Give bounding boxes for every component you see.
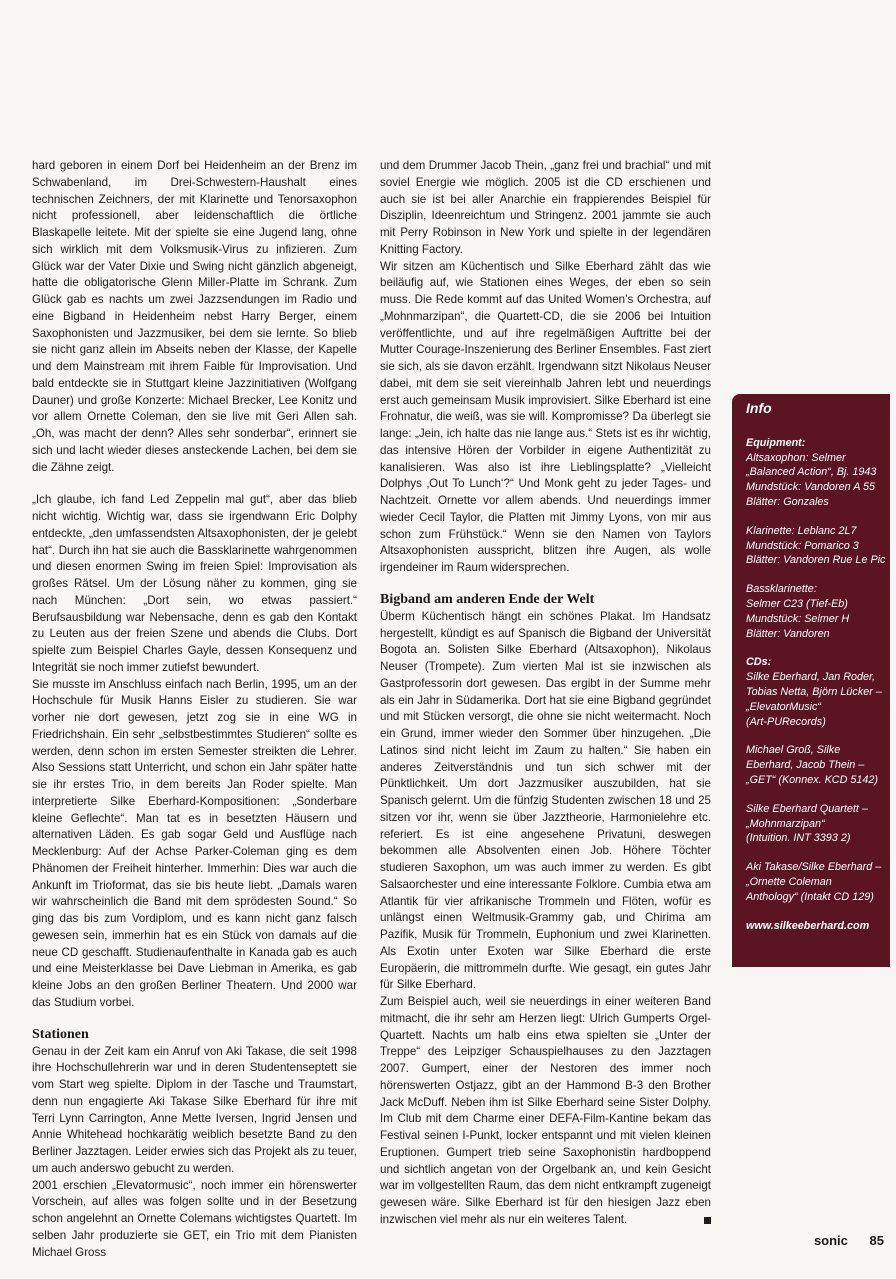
- paragraph: 2001 erschien „Elevatormusic“, noch immer ein hörenswerter Vorschein, auf alles was folgen sollte und in der Besetzung schon angelehnt an Ornette Colemans wichtigstes Quartett. Im selben Jahr produzierte sie GET, ein Trio mit dem Pianisten Michael Gross: [32, 1178, 357, 1259]
- paragraph: und dem Drummer Jacob Thein, „ganz frei und brachial“ und mit soviel Energie wie möglich. 2005 ist die CD erschienen und auch sie ist bei aller Anarchie ein frappierendes Beispiel für Disziplin, Ideenreichtum und Stringenz. 2001 jammte sie auch mit Perry Robinson in New York und spielte in der legendären Knitting Factory.: [380, 159, 711, 256]
- paragraph: Genau in der Zeit kam ein Anruf von Aki Takase, die seit 1998 ihre Hochschullehrerin war und in deren Studentenseptett sie vom Start weg spielte. Diplom in der Tasche und Traumstart, denn nun engagierte Aki Takase Silke Eberhard für ihre mit Terri Lynn Carrington, Anne Mette Iversen, Ingrid Jensen und Annie Whitehead hochkarätig weiblich besetzte Band zu den Berliner Jazztagen. Leider erwies sich das Projekt als zu teuer, um auch anderswo gebucht zu werden.: [32, 1044, 357, 1175]
- paragraph-text: Zum Beispiel auch, weil sie neuerdings in einer weiteren Band mitmacht, die ihr sehr am Herzen liegt: Ulrich Gumperts Orgel-Quartett. Nachts um halb eins etwa spielten sie „Unter der Treppe“ des Leipziger Schauspielhauses zu den Jazztagen 2007. Gumpert, einer der Nestoren des immer noch hörenswerten Ostjazz, gibt an der Hammond B-3 den Brother Jack McDuff. Neben ihm ist Silke Eberhard seine Sister Dolphy. Im Club mit dem Charme einer DEFA-Film-Kantine bekam das Festival seinen I-Punkt, locker entspannt und mit vielen kleinen Eruptionen. Gumpert trieb seine Saxophonistin hardboppend und sichtlich angetan von der Orgelbank an, und kein Gesicht war im vollgestellten Raum, das dem nicht entkrampft zugeneigt gewesen wäre. Silke Eberhard ist für den hiesigen Jazz eben inzwischen viel mehr als nur ein weiteres Talent.: [380, 995, 711, 1226]
- paragraph: Sie musste im Anschluss einfach nach Berlin, 1995, um an der Hochschule für Musik Hanns Eisler zu studieren. Sie war vorher nie dort gewesen, jetzt zog sie in eine WG in Friedrichshain. Ein sehr „selbstbestimmtes Studieren“ sollte es werden, denn schon im ersten Semester streikten die Lehrer. Also Sessions statt Unterricht, und schon ein Jahr später hatte sie ihr erstes Trio, in dem bereits Jan Roder spielte. Man interpretierte Silke Eberhard-Kompositionen: „Sonderbare kleine Geflechte“. Man tat es in besetzten Häusern und alternativen Läden. Es gab sogar Geld und Ausflüge nach Mecklenburg: Auf der Achse Parker-Coleman ging es dem Phänomen der Freiheit hinterher. Immerhin: Dies war auch die Ankunft im Trioformat, das sie bis heute liebt. „Damals waren wir wahrscheinlich die Band mit dem sprödesten Sound.“ So ging das bis zum Vordiplom, und es kann nicht ganz falsch gewesen sein, immerhin hat es ein Stück von damals auf die neue CD geschafft. Studienaufenthalte in Kanada gab es auch und eine Meisterklasse bei Dave Liebman in Amerika, es gab kleine Jobs an den großen Berliner Theatern. Und 2000 war das Studium vorbei.: [32, 677, 357, 1009]
- article-column-middle: [380, 158, 711, 1229]
- magazine-name: sonic: [813, 1233, 848, 1248]
- cd-entry: Silke Eberhard, Jan Roder, Tobias Netta, Björn Lücker – „ElevatorMusic“ (Art-PURecords): [746, 671, 882, 728]
- section-heading-stationen: Stationen: [32, 1026, 89, 1042]
- paragraph: „Ich glaube, ich fand Led Zeppelin mal gut“, aber das blieb nicht wichtig. Wichtig war, dass sie irgendwann Eric Dolphy entdeckte, „den umfassendsten Altsaxophonisten, der je gelebt hat“. Durch ihn hat sie auch die Bassklarinette wahrgenommen und diesen enormen Swing im freien Spiel: Improvisation als großes Rätsel. Um der Lösung näher zu kommen, ging sie nach München: „Dort sein, wo etwas passiert.“ Berufsausbildung war Nebensache, denn es gab den Kontakt zu Leuten aus der freien Szene und abends die Clubs. Dort spielte zum Beispiel Charles Gayle, dessen Konsequenz und Integrität sie noch immer zutiefst bewundert.: [32, 493, 357, 674]
- cds-label: CDs:: [746, 656, 772, 669]
- bassklarinette-block: Bassklarinette: Selmer C23 (Tief-Eb) Mundstück: Selmer H Blätter: Vandoren: [746, 583, 850, 640]
- page-footer: [814, 1233, 884, 1248]
- equipment-block: [746, 436, 890, 510]
- paragraph: [380, 994, 711, 1229]
- klarinette-block: Klarinette: Leblanc 2L7 Mundstück: Pomarico 3 Blätter: Vandoren Rue Le Pic: [746, 524, 886, 567]
- paragraph: Wir sitzen am Küchentisch und Silke Eberhard zählt das wie beiläufig auf, wie Stationen eines Weges, der eben so sein muss. Die Rede kommt auf das United Women’s Orchestra, auf „Mohnmarzipan“, die Quartett-CD, die sie 2006 bei Intuition veröffentlichte, und auf ihre regelmäßigen Auftritte bei der Mutter Courage-Inszenierung des Berliner Ensembles. Fast ziert sie sich, als sie davon erzählt. Irgendwann sitzt Nikolaus Neuser dabei, mit dem sie seit viereinhalb Jahren lebt und neuerdings erst auch gemeinsam Musik improvisiert. Silke Eberhard ist eine Frohnatur, die weiß, was sie will. Kompromisse? Da überlegt sie lange: „Jein, ich halte das nie lange aus.“ Stets ist es ihr wichtig, das intensive Hören der Vorbilder in eigene Authentizität zu kanalisieren. Was also ist ihre Lieblingsplatte? „Vielleicht Dolphys ‚Out To Lunch‘?“ Und Monk geht zu jeder Tages- und Nachtzeit. Ornette vor allem abends. Und neuerdings immer wieder Cecil Taylor, die Platten mit Jimmy Lyons, von mir aus schon zum Frühstück.“ Wenn sie den Namen von Taylors Altsaxophonisten ausspricht, blitzen ihre Augen, als wolle irgendeiner im Raum widersprechen.: [380, 259, 711, 574]
- info-box-title: Info: [746, 400, 772, 416]
- cd-entry: Silke Eberhard Quartett – „Mohnmarzipan“ (Intuition. INT 3393 2): [746, 802, 868, 845]
- equipment-text: Altsaxophon: Selmer „Balanced Action“, Bj. 1943 Mundstück: Vandoren A 55 Blätter: Gonzales: [746, 451, 877, 508]
- end-of-article-mark: [704, 1217, 711, 1224]
- article-column-left: [32, 158, 357, 1261]
- website-link[interactable]: www.silkeeberhard.com: [746, 919, 870, 932]
- section-heading-bigband: Bigband am anderen Ende der Welt: [380, 591, 595, 607]
- cd-entry: Aki Takase/Silke Eberhard – „Ornette Coleman Anthology“ (Intakt CD 129): [746, 861, 882, 903]
- cd-block: [746, 655, 890, 729]
- info-box: [732, 394, 890, 967]
- cd-entry: Michael Groß, Silke Eberhard, Jacob Thein – „GET“ (Konnex. KCD 5142): [746, 744, 879, 786]
- equipment-label: Equipment:: [746, 436, 806, 449]
- page-number: 85: [869, 1233, 884, 1248]
- paragraph: Überm Küchentisch hängt ein schönes Plakat. Im Handsatz hergestellt, kündigt es auf Spanisch die Bigband der Universität Bogota an. Solisten Silke Eberhard (Altsaxophon), Nikolaus Neuser (Trompete). Zum vierten Mal ist sie inzwischen als Gastprofessorin dort gewesen. Das ergibt in der Summe mehr als ein Jahr in Südamerika. Dort hat sie eine Bigband gegründet und mit Stücken versorgt, die ohne sie nicht weitermacht. Noch ein Grund, immer wieder den Sommer über hinzugehen. „Die Latinos sind nicht leicht im Zaum zu halten.“ Sie haben ein anderes Zeitverständnis und tun sich schwer mit der Pünktlichkeit. Um dort Jazzmusiker auszubilden, hat sie Spanisch gelernt. Um die fünfzig Studenten zwischen 18 und 25 sitzen vor ihr, wenn sie über Jazztheorie, Harmonielehre etc. referiert. Es ist eine angesehene Privatuni, deswegen bekommen alle Absolventen einen Job. Höhere Töchter studieren Saxophon, um was auch immer zu werden. Es gibt Salsaorchester und eine interessante Folklore. Cumbia etwa am Atlantik für vier afrikanische Trommeln und Flöten, wofür es unlängst einen Weltmusik-Grammy gab, und Chirima am Pazifik, Musik für Trommeln, Euphonium und zwei Klarinetten. Als Exotin unter Exoten war Silke Eberhard die erste Europäerin, die mittrommeln durfte. Wie gesagt, ein gutes Jahr für Silke Eberhard.: [380, 609, 711, 992]
- paragraph: hard geboren in einem Dorf bei Heidenheim an der Brenz im Schwabenland, im Drei-Schwestern-Haushalt eines technischen Zeichners, der mit Klarinette und Tenorsaxophon nicht professionell, aber leidenschaftlich die örtliche Blaskapelle leitete. Mit der spielte sie eine Jugend lang, ohne sich wirklich mit dem Volksmusik-Virus zu infizieren. Zum Glück war der Vater Dixie und Swing nicht gänzlich abgeneigt, hatte die obligatorische Glenn Miller-Platte im Schrank. Zum Glück gab es nachts um zwei Jazzsendungen im Radio und eine Bigband in Heidenheim nebst Harry Berger, einem Saxophonisten und Jazzmusiker, bei dem sie lernte. So blieb sie nicht ganz allein im Abseits neben der Klasse, der Kapelle und dem Mainstream mit ihrem Faible für Improvisation. Und bald entdeckte sie in Stuttgart kleine Jazzinitiativen (Wolfgang Dauner) und große Konzerte: Michael Brecker, Lee Konitz und vor allem Ornette Coleman, den sie live mit Geri Allen sah. „Oh, was macht der denn? Alles sehr sonderbar“, erinnert sie sich und lacht wieder dieses ansteckende Lachen, bei dem sie die Zähne zeigt.: [32, 159, 357, 474]
